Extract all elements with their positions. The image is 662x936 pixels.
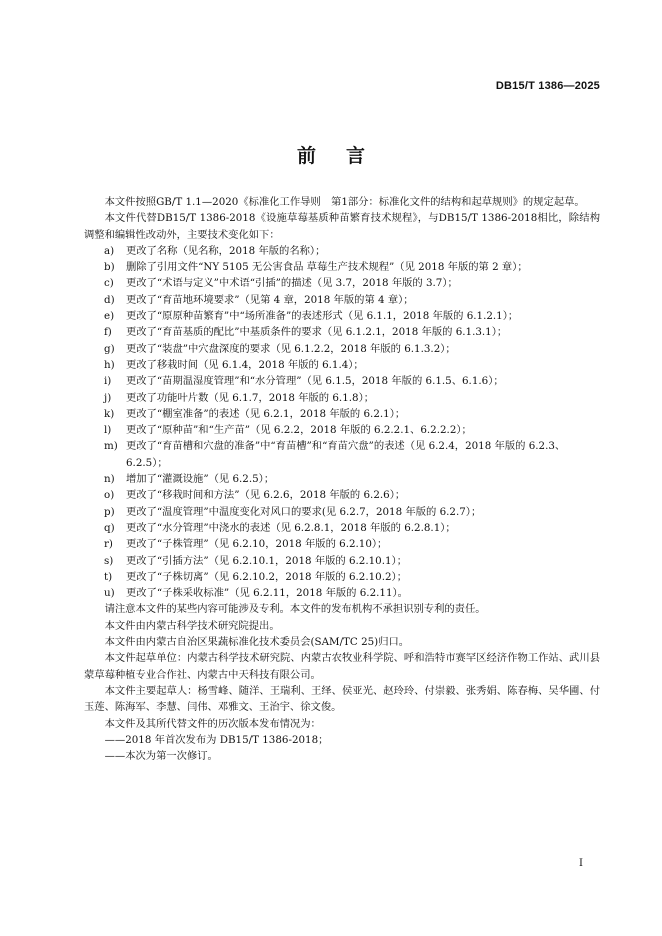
- list-item-text: 更改了“苗期温湿度管理”和“水分管理”（见 6.1.5，2018 年版的 6.1.5、6.1.6）；: [126, 375, 504, 388]
- list-item-text: 更改了移栽时间（见 6.1.4，2018 年版的 6.1.4）；: [126, 358, 364, 371]
- list-item: [84, 259, 600, 275]
- intro-paragraph: 本文件代替DB15/T 1386-2018《设施草莓基质种苗繁育技术规程》，与DB15/T 1386-2018相比，除结构调整和编辑性改动外，主要技术变化如下：: [84, 212, 600, 241]
- list-item-label: c): [104, 277, 114, 290]
- list-item: [84, 275, 600, 291]
- list-item-text: 更改了“育苗地环境要求”（见第 4 章，2018 年版的第 4 章）；: [126, 293, 414, 306]
- list-item: [84, 324, 600, 340]
- list-item: [84, 487, 600, 503]
- list-item: [84, 373, 600, 389]
- intro-paragraph: 本文件按照GB/T 1.1—2020《标准化工作导则 第1部分：标准化文件的结构和起草规则》的规定起草。: [104, 196, 585, 208]
- list-item-text: 删除了引用文件“NY 5105 无公害食品 草莓生产技术规程”（见 2018 年版的第 2 章）；: [126, 261, 528, 274]
- list-item-text: 更改了“子株管理”（见 6.2.10，2018 年版的 6.2.10）；: [126, 538, 388, 551]
- list-item-text: 更改了“温度管理”中温度变化对风口的要求(见 6.2.7，2018 年版的 6.2.7）；: [126, 505, 482, 518]
- patent-notice: 请注意本文件的某些内容可能涉及专利。本文件的发布机构不承担识别专利的责任。: [104, 603, 486, 616]
- list-item: [84, 406, 600, 422]
- committee-statement: 本文件由内蒙古自治区果蔬标准化技术委员会(SAM/TC 25)归口。: [104, 636, 410, 649]
- page-title: 前言: [296, 145, 395, 167]
- list-item: [84, 308, 600, 324]
- version-history-item: ——2018 年首次发布为 DB15/T 1386-2018；: [104, 733, 329, 746]
- list-item-label: m): [104, 440, 118, 453]
- standard-number: DB15/T 1386—2025: [495, 80, 600, 92]
- list-item-text: 更改了“育苗基质的配比”中基质条件的要求（见 6.1.2.1，2018 年版的 6.1.3.1）；: [126, 326, 508, 339]
- list-item-text: 更改了“装盘”中穴盘深度的要求（见 6.1.2.2，2018 年版的 6.1.3.2）；: [126, 342, 456, 355]
- list-item-text: 更改了“引插方法”（见 6.2.10.1，2018 年版的 6.2.10.1）；: [126, 554, 408, 567]
- list-item-text: 更改了“育苗槽和穴盘的准备”中“育苗槽”和“育苗穴盘”的表述（见 6.2.4，2018 年版的 6.2.3、6.2.5）；: [126, 440, 566, 469]
- proposer-statement: 本文件由内蒙古科学技术研究院提出。: [104, 619, 280, 632]
- list-item: [84, 292, 600, 308]
- list-item: [84, 553, 600, 569]
- list-item-text: 更改了“棚室准备”的表述（见 6.2.1，2018 年版的 6.2.1）；: [126, 407, 406, 420]
- list-item: [84, 520, 600, 536]
- list-item-label: n): [104, 473, 115, 486]
- list-item-text: 更改了名称（见名称，2018 年版的名称）；: [126, 244, 326, 257]
- list-item-label: i): [104, 375, 112, 388]
- list-item-label: u): [104, 587, 115, 600]
- changes-list: [84, 243, 600, 602]
- list-item-label: p): [104, 505, 115, 518]
- list-item-text: 更改了“术语与定义”中术语“引插”的描述（见 3.7，2018 年版的 3.7）；: [126, 277, 458, 290]
- list-item-label: t): [104, 570, 113, 583]
- list-item-label: r): [104, 538, 113, 551]
- list-item: [84, 569, 600, 585]
- list-item-text: 更改了“原原种苗繁育”中“场所准备”的表述形式（见 6.1.1，2018 年版的 6.1.2.1）；: [126, 310, 519, 323]
- list-item: [84, 585, 600, 601]
- list-item-label: o): [104, 489, 115, 502]
- list-item-label: f): [104, 326, 112, 339]
- version-history-item: ——本次为第一次修订。: [104, 750, 218, 763]
- list-item: [84, 390, 600, 406]
- list-item-label: b): [104, 261, 115, 274]
- list-item-text: 更改了“水分管理”中浇水的表述（见 6.2.8.1，2018 年版的 6.2.8.1）；: [126, 521, 456, 534]
- list-item-text: 更改了“子株切离”（见 6.2.10.2，2018 年版的 6.2.10.2）；: [126, 570, 408, 583]
- document-body: [84, 194, 600, 764]
- list-item-label: s): [104, 554, 114, 567]
- list-item: [84, 438, 600, 471]
- list-item-label: q): [104, 521, 115, 534]
- drafters: 本文件主要起草人：杨雪峰、随洋、王瑞利、王绎、侯亚光、赵玲玲、付崇毅、张秀娟、陈春梅、吴华圃、付玉莲、陈海军、李慧、闫伟、邓雅文、王治宇、徐文俊。: [84, 684, 600, 714]
- list-item-text: 更改了“原种苗”和“生产苗”（见 6.2.2，2018 年版的 6.2.2.1、6.2.2.2）；: [126, 424, 472, 437]
- list-item: [84, 422, 600, 438]
- page-number: I: [579, 858, 583, 869]
- list-item-text: 更改了“子株采收标准”（见 6.2.11，2018 年版的 6.2.11）。: [126, 587, 408, 600]
- list-item-text: 更改了功能叶片数（见 6.1.7，2018 年版的 6.1.8）；: [126, 391, 375, 404]
- list-item-label: e): [104, 310, 115, 323]
- list-item-label: g): [104, 342, 115, 355]
- list-item-label: k): [104, 407, 115, 420]
- list-item: [84, 471, 600, 487]
- list-item: [84, 536, 600, 552]
- list-item-label: h): [104, 358, 115, 371]
- list-item: [84, 504, 600, 520]
- list-item-label: j): [104, 391, 112, 404]
- list-item-label: l): [104, 424, 112, 437]
- list-item-text: 增加了“灌溉设施”（见 6.2.5）；: [126, 473, 275, 486]
- version-history-intro: 本文件及其所代替文件的历次版本发布情况为：: [104, 717, 321, 730]
- list-item: [84, 243, 600, 259]
- list-item: [84, 341, 600, 357]
- drafting-units: 本文件起草单位：内蒙古科学技术研究院、内蒙古农牧业科学院、呼和浩特市赛罕区经济作物工作站、武川县蒙草莓种植专业合作社、内蒙古中天科技有限公司。: [84, 652, 600, 681]
- list-item-label: d): [104, 293, 115, 306]
- list-item-label: a): [104, 244, 115, 257]
- list-item: [84, 357, 600, 373]
- list-item-text: 更改了“移栽时间和方法”（见 6.2.6，2018 年版的 6.2.6）；: [126, 489, 406, 502]
